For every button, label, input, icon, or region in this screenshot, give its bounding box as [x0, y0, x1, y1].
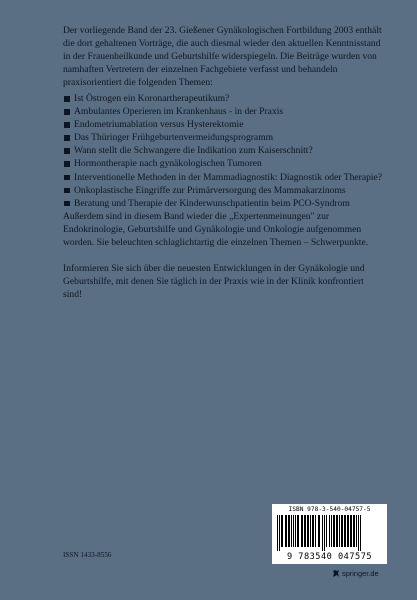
- topic-text: Das Thüringer Frühgeburtenvermeidungsprogramm: [74, 132, 274, 144]
- barcode-bar: [339, 515, 340, 547]
- barcode-bar: [353, 515, 355, 547]
- topic-item: [63, 118, 385, 131]
- barcode-bar: [326, 515, 327, 547]
- barcode-isbn-label: ISBN 978-3-540-04757-5: [288, 506, 371, 513]
- barcode-bar: [324, 515, 325, 551]
- publisher-name: springer.de: [342, 569, 379, 578]
- bullet-icon: [64, 122, 70, 128]
- barcode-bar: [331, 515, 332, 547]
- barcode-bar: [318, 515, 320, 547]
- topic-item: [63, 171, 385, 184]
- barcode-bar: [291, 515, 292, 547]
- topic-item: [63, 197, 385, 210]
- intro-paragraph: Der vorliegende Band der 23. Gießener Gynäkologischen Fortbildung 2003 enthält die dort gehaltenen Vorträge, die auch diesmal wieder den aktuellen Kenntnisstand in der Frauenheilkunde und Geburtshilfe widerspiegeln. Die Beiträge wurden von namhaften Vertretern der einzelnen Fachgebiete verfasst und behandeln praxisorientiert die folgenden Themen:: [63, 25, 382, 89]
- barcode-bar: [310, 515, 311, 547]
- bullet-icon: [64, 175, 70, 181]
- topic-item: [63, 92, 385, 105]
- closing-paragraph: Informieren Sie sich über die neuesten Entwicklungen in der Gynäkologie und Geburtshilfe, mit denen Sie täglich in der Praxis wie in der Klinik konfrontiert sind!: [63, 262, 365, 300]
- barcode-bar: [315, 515, 316, 547]
- barcode-bar: [277, 515, 278, 551]
- bullet-icon: [64, 148, 70, 154]
- topic-item: [63, 105, 385, 118]
- topic-text: Ambulantes Operieren im Krankenhaus - in der Praxis: [74, 106, 284, 118]
- barcode-bars: [277, 515, 382, 551]
- barcode-bar: [312, 515, 314, 547]
- topic-text: Onkoplastische Eingriffe zur Primärversorgung des Mammakarzinoms: [74, 184, 346, 196]
- barcode-bar: [297, 515, 299, 547]
- bullet-icon: [64, 109, 70, 115]
- topic-text: Beratung und Therapie der Kinderwunschpatientin beim PCO-Syndrom: [74, 197, 350, 209]
- barcode-bar: [322, 515, 323, 551]
- bullet-icon: [64, 135, 70, 141]
- issn-label: ISSN 1433-8556: [63, 551, 112, 559]
- topic-list: [63, 92, 385, 209]
- barcode-bar: [281, 515, 283, 547]
- barcode-bar: [304, 515, 306, 547]
- bullet-icon: [64, 201, 70, 207]
- topic-text: Ist Östrogen ein Koronartherapeutikum?: [74, 93, 230, 105]
- topic-item: [63, 184, 385, 197]
- barcode-bar: [360, 515, 361, 551]
- barcode-bar: [329, 515, 330, 547]
- publisher-logo[interactable]: [332, 569, 379, 578]
- bullet-icon: [64, 96, 70, 102]
- topic-item: [63, 131, 385, 144]
- topic-item: [63, 144, 385, 157]
- barcode-bar: [279, 515, 280, 551]
- topic-text: Hormontherapie nach gynäkologischen Tumoren: [74, 158, 262, 170]
- topic-text: Interventionelle Methoden in der Mammadiagnostik: Diagnostik oder Therapie?: [74, 171, 383, 183]
- barcode-bar: [336, 515, 338, 547]
- topic-text: Endometriumablation versus Hysterektomie: [74, 119, 244, 131]
- springer-horse-icon: [332, 569, 340, 578]
- barcode-bar: [295, 515, 296, 547]
- barcode-number: 9 783540 047575: [286, 552, 373, 562]
- bullet-icon: [64, 161, 70, 167]
- barcode-bar: [307, 515, 309, 547]
- barcode-bar: [341, 515, 343, 547]
- outro-paragraph: Außerdem sind in diesem Band wieder die „Expertenmeinungen" zur Endokrinologie, Geburtshilfe und Gynäkologie und Onkologie aufgenommen worden. Sie beleuchten schlaglichtartig die einzelnen Themen – Schwerpunkte.: [63, 210, 369, 248]
- topic-item: [63, 157, 385, 170]
- barcode-bar: [293, 515, 294, 547]
- barcode-bar: [347, 515, 349, 547]
- barcode-bar: [344, 515, 346, 547]
- topic-text: Wann stellt die Schwangere die Indikation zum Kaiserschnitt?: [74, 145, 313, 157]
- barcode-bar: [358, 515, 359, 551]
- barcode-bar: [285, 515, 287, 547]
- back-cover-text: [63, 24, 385, 301]
- barcode-bar: [301, 515, 303, 547]
- bullet-icon: [64, 188, 70, 194]
- barcode-bar: [350, 515, 352, 547]
- barcode-bar: [356, 515, 357, 547]
- barcode-bar: [333, 515, 335, 547]
- barcode-panel: [272, 504, 387, 564]
- barcode-bar: [288, 515, 290, 547]
